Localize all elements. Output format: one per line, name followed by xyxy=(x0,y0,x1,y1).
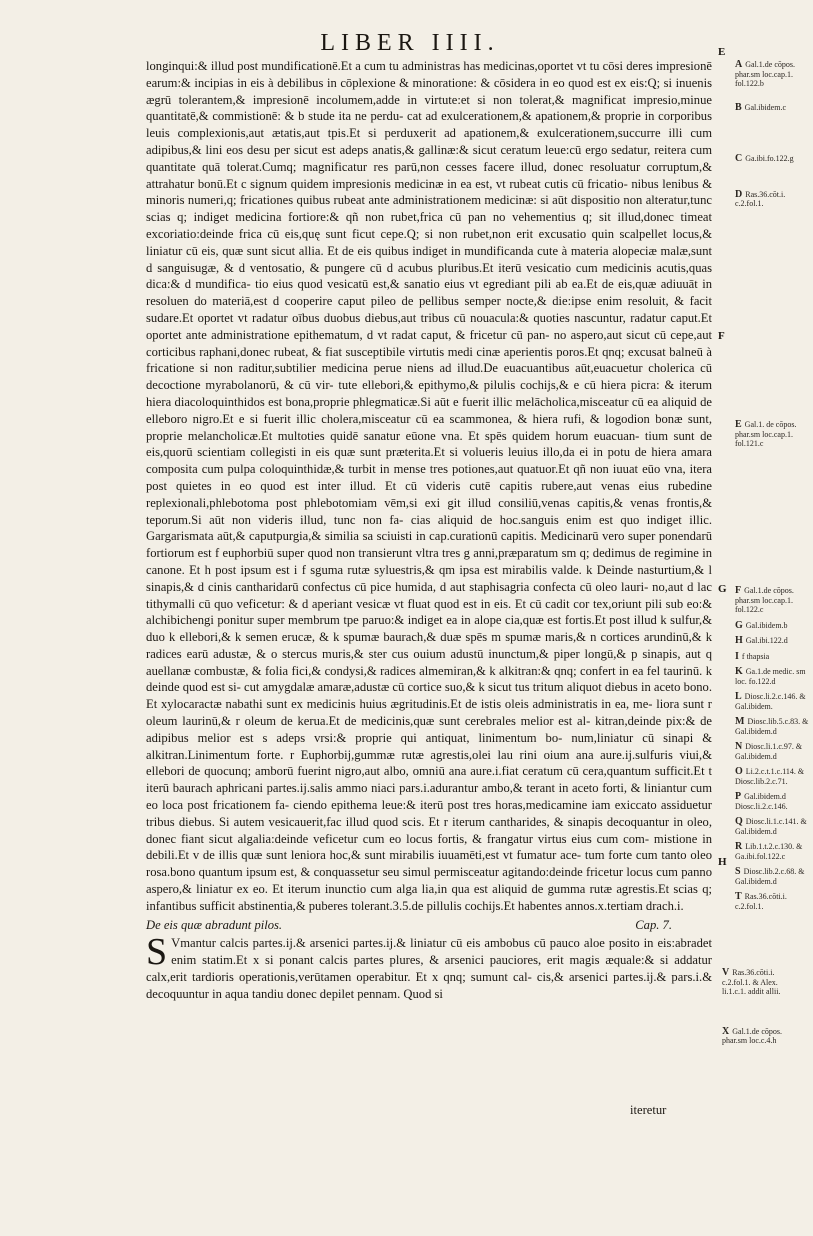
margin-note: P Gal.ibidem.d Diosc.li.2.c.146. xyxy=(735,791,788,811)
margin-note: I f thapsia xyxy=(735,650,770,662)
chapter-heading-row xyxy=(146,917,712,934)
margin-note: V Ras.36.cōti.i. c.2.fol.1. & Alex. li.1.c.1. addit allii. xyxy=(722,967,781,996)
margin-note: C Ga.ibi.fo.122.g xyxy=(735,153,794,164)
margin-notes-upper xyxy=(735,60,813,215)
margin-note: T Ras.36.cōti.i. c.2.fol.1. xyxy=(735,891,787,911)
paragraph-chapter-7-text: Vmantur calcis partes.ij.& arsenici partes.ij.& liniatur cū eis ambobus cū pauco aloe posito in eis:abradet enim statim.Et x si ponant calcis partes plures, & arsenici pauciores, erit magis æquale:& si addatur calx,erit tardioris operationis,verūtamen operabitur. Et x qnq; sumunt cal- cis,& arsenici partes.ij.& pars.i.& decoquuntur in aqua tandiu donec depilet pennam. Quod si xyxy=(146,936,712,1001)
margin-note: R Lib.1.t.2.c.130. & Ga.ibi.fol.122.c xyxy=(735,841,803,861)
margin-notes-bottom xyxy=(722,968,800,1052)
catchword: iteretur xyxy=(630,1103,667,1117)
main-text-column xyxy=(146,58,712,1003)
column-letter-g: G xyxy=(718,583,727,595)
margin-note: E Gal.1. de cōpos. phar.sm loc.cap.1. fol.121.c xyxy=(735,419,797,448)
margin-note: S Diosc.lib.2.c.68. & Gal.ibidem.d xyxy=(735,866,805,886)
margin-note: Q Diosc.li.1.c.141. & Gal.ibidem.d xyxy=(735,816,807,836)
margin-note: D Ras.36.cōt.i. c.2.fol.1. xyxy=(735,188,786,208)
drop-cap: S xyxy=(146,931,168,974)
margin-notes-middle xyxy=(735,420,813,455)
margin-note: A Gal.1.de cōpos. phar.sm loc.cap.1. fol.122.b xyxy=(735,59,795,88)
margin-note: F Gal.1.de cōpos. phar.sm loc.cap.1. fol.122.c xyxy=(735,585,794,614)
margin-notes-lower xyxy=(735,586,813,917)
margin-note: H Gal.ibi.122.d xyxy=(735,635,788,646)
column-letter-e: E xyxy=(718,46,726,58)
margin-note: N Diosc.li.1.c.97. & Gal.ibidem.d xyxy=(735,741,803,761)
margin-note: L Diosc.li.2.c.146. & Gal.ibidem. xyxy=(735,691,806,711)
margin-note: O Li.2.c.t.1.c.114. & Diosc.lib.2.c.71. xyxy=(735,766,805,786)
margin-note: M Diosc.lib.5.c.83. & Gal.ibidem.d xyxy=(735,716,809,736)
margin-note: G Gal.ibidem.b xyxy=(735,619,788,631)
running-header: LIBER IIII. xyxy=(320,30,500,56)
paragraph-chapter-7 xyxy=(146,931,712,1002)
chapter-number: Cap. 7. xyxy=(635,917,672,932)
column-letter-h: H xyxy=(718,856,727,868)
margin-note: B Gal.ibidem.c xyxy=(735,101,786,113)
margin-note: X Gal.1.de cōpos. phar.sm loc.c.4.h xyxy=(722,1025,782,1045)
chapter-heading: De eis quæ abradunt pilos. xyxy=(146,917,283,932)
column-letter-f: F xyxy=(718,330,725,342)
margin-note: K Ga.1.de medic. sm loc. fo.122.d xyxy=(735,666,806,686)
paragraph-main: longinqui:& illud post mundificationē.Et a cum tu administras has medicinas,oportet vt tu cōsi deres impresionē earum:& incipias in eis à debilibus in cōplexione & minoratione: & cōsidera in eo quod est ex eis:Q; si inuenis ægrū tolerantem,& impresionē incolumem,adde in virtute:et si non tolerat,& magnificat impresio,minue quantitatē,& commistionē: & b stude ita ne perdu- cat ad exulcerationem,& apationem,& proprie in corporibus leuis complexionis,aut ætatis,aut tpis.Et si perduxerit ad apationem,& exulcerationem,succurre illi cum adipibus,& lini eos desu per sicut est adeps anatis,& gallinæ:& sicut ceratum leue:cū ergo sedatur, reitera cum quantitate quā tolerat.Cumq; magnificatur res parū,non cesses facere illud, donec resoluatur corruptum,& attrahatur bonū.Et c signum quidem impresionis medicinæ in ea est, vt rubeat cutis cū fricatio- nibus lenibus & minoris numeri,q; fricationes quibus rubeat ante administrationem medicinæ: si aūt dispositio non alteratur,tunc scias q; indiget medicina fortiore:& qñ non rubet,frica cū pan no vehementius q; sit illud,donec timeat excoriatio:deinde frica cū eis,quę sunt ficut cepe.Q; si non rubet,non erit excusatio quin scalpellet locus,& liniatur cū eis, quæ sunt sicut allia. Et de eis quibus indiget in mundificanda cute à materia alopeciæ malæ,sunt d sanguisugæ, & d ventosatio, & pungere cū d acubus pluribus.Et iterū vesicatio cum medicinis acutis,quas dica:& d mundifica- tio eius quod vesicatū est,& sanatio eius vt egrediant pili ab ea.Et de eis,quæ adiuuāt in resoluen do materiā,est d cooperire caput pileo de pellibus semper nocte,& die:ipse enim resoluit, & facit sudare.Et oportet vt radatur oībus duobus diebus,aut tribus cū nouacula:& quoties nascuntur, radatur caput.Et oportet ante administratione epithematum, d vt radat caput, & fricetur cū pan- no aspero,aut sicut cū cepe,aut corticibus raphani,donec rubeat, & fiat susceptibile virtutis medi cinæ aperientis poros.Et qnq; excusat balneū à fricatione si non raditur,subtilier medicina perue niens ad illud.De euacuantibus aūt,euacuetur cholerica cū decoctione myrabolanorū, & cū vir- tute ellebori,& epithymo,& pilulis cochijs,& e cū hiera picra: & iterum hiera diacoloquinthidos est bona,proprie phlegmaticæ.Si aūt e fuerit illic melācholica,misceatur cū ea aliquid de elleboro nigro.Et e si fuerit illic cholera,misceatur cū ea scammonea, & hiera rufi, & logodion bonæ sunt, proprie melancholicæ.Et multoties quidē sanatur eūone vna. Et spēs quidem horum euacuan- tium sunt de eis,quorū scientiam collegisti in eis quæ sunt præterita.Et si volueris leuius illo,da ei in potu de hiera amara composita cum pulpa coloquinthidæ,& turbit in mense tres potiones,aut quatuor.Et qñ non iuuat eūo vna, itera post quietes in eo quod est inter illud. Et cū videris cutē capitis rubere,aut venas eius rubedine replexionali,phlebotoma post phlebotomiam vēm,si exi git illud consiliū,venas capitis,& venas frontis,& teporum.Si aūt non videris illud, tunc non fa- cias aliquid de hoc.sanguis enim est quo indiget illic. Gargarismata aūt,& caputpurgia,& similia sa sciuisti in cap.curationū capitis. Medicinarū vero super ponendarū fortiorum est f euphorbiū super quod non transierunt vltra tres g anni,præparatum sm q; dedimus de regimine in canone. Et h post ipsum est i f sguma rutæ syluestris,& qm ipsa est mirabilis valde. k Deinde nasturtium,& l sinapis,& d cinis cantharidarū confectus cū pice humida, d aut staphisagria confecta cū oleo lauri- no,aut d lac tithymalli cū quo veficetur: & d aperiant vesicæ vt fluat quod est in eis. Et cū cadit cor tex,oriunt pili sub eo:& alchibichengi ponitur super membrum tpe paruo:& indiget ea in alope cia,quæ est fortis.Et post illud k sulfur,& duo k ellebori,& k semen erucæ, & k spumæ baurach,& duæ spēs m spumæ maris,& n cortices arundinū,& k radices earū adustæ, & o stercus muris,& ster cus ouium adustū inunctum,& piper longū,& p sinapis, aut q auellanæ combustæ, & folia fici,& condysi,& radices almemiran,& k alkitran:& qnq; confert in ea fel taurinū. k deinde quod est si- cut amygdalæ amaræ,adustæ cū cortice suo,& k sicut tus tritum aliquot diebus in aceto bono. Et xylocaractæ nabathi sunt ex medicinis huius ægritudinis.Et de istis oleis administratis in ea, me- liora sunt r oleum laurinū,& r oleum de kerua.Et de medicinis,quæ sunt cerebrales melior est al- kitran,deinde pix:& de adipibus melior est s adeps vrsi:& proprie qui antiquat, linimentum bo- num,liniatur cū sinapi & alkitran.Linimentum forte. r Euphorbij,gummæ rutæ agrestis,olei lau rini oium ana aure.ij.sulfuris viui,& ellebori de quocunq; amborū fuerint nigro,aut albo, omniū ana aure.i.fiat ceratum cū cera,quantum sufficit.Et t iterū baurach aphricani partes.ij.salis ammo niaci pars.i.adurantur ambo,& terant in aceto forti, & liniantur cum eo loca post fricationem fa- ciendo epithema leue:& iterū post tres horas,medicamine iam exiccato assiduetur tribus diebus. Si autem vesicauerit,fac illud quod scis. Et r iterum cantharides, & sinapis decoquantur in oleo, donec fiant sicut algalia:deinde veficetur cum eo locus fortis, & frangatur virtus eius cum com- mistione in debili.Et v de illis quæ sunt leniora hoc,& sunt mirabilis iuuamēti,est vt fumatur ace- tum forte cum tanto oleo rosa.bono quantum ipsum est, & conquassetur seu simul permisceatur agitando:deinde fricetur locus cum panno aspero,& liniatur ex eo. Et iterum inunctio cum alga lia,in qua est aliquid de gumma rutæ agrestis.Et scias q; infantibus sufficit abstinentia,& puberes tolerant.3.5.de pillulis cochijs.Et habentes annos.x.tertiam drach.i. xyxy=(146,59,712,913)
